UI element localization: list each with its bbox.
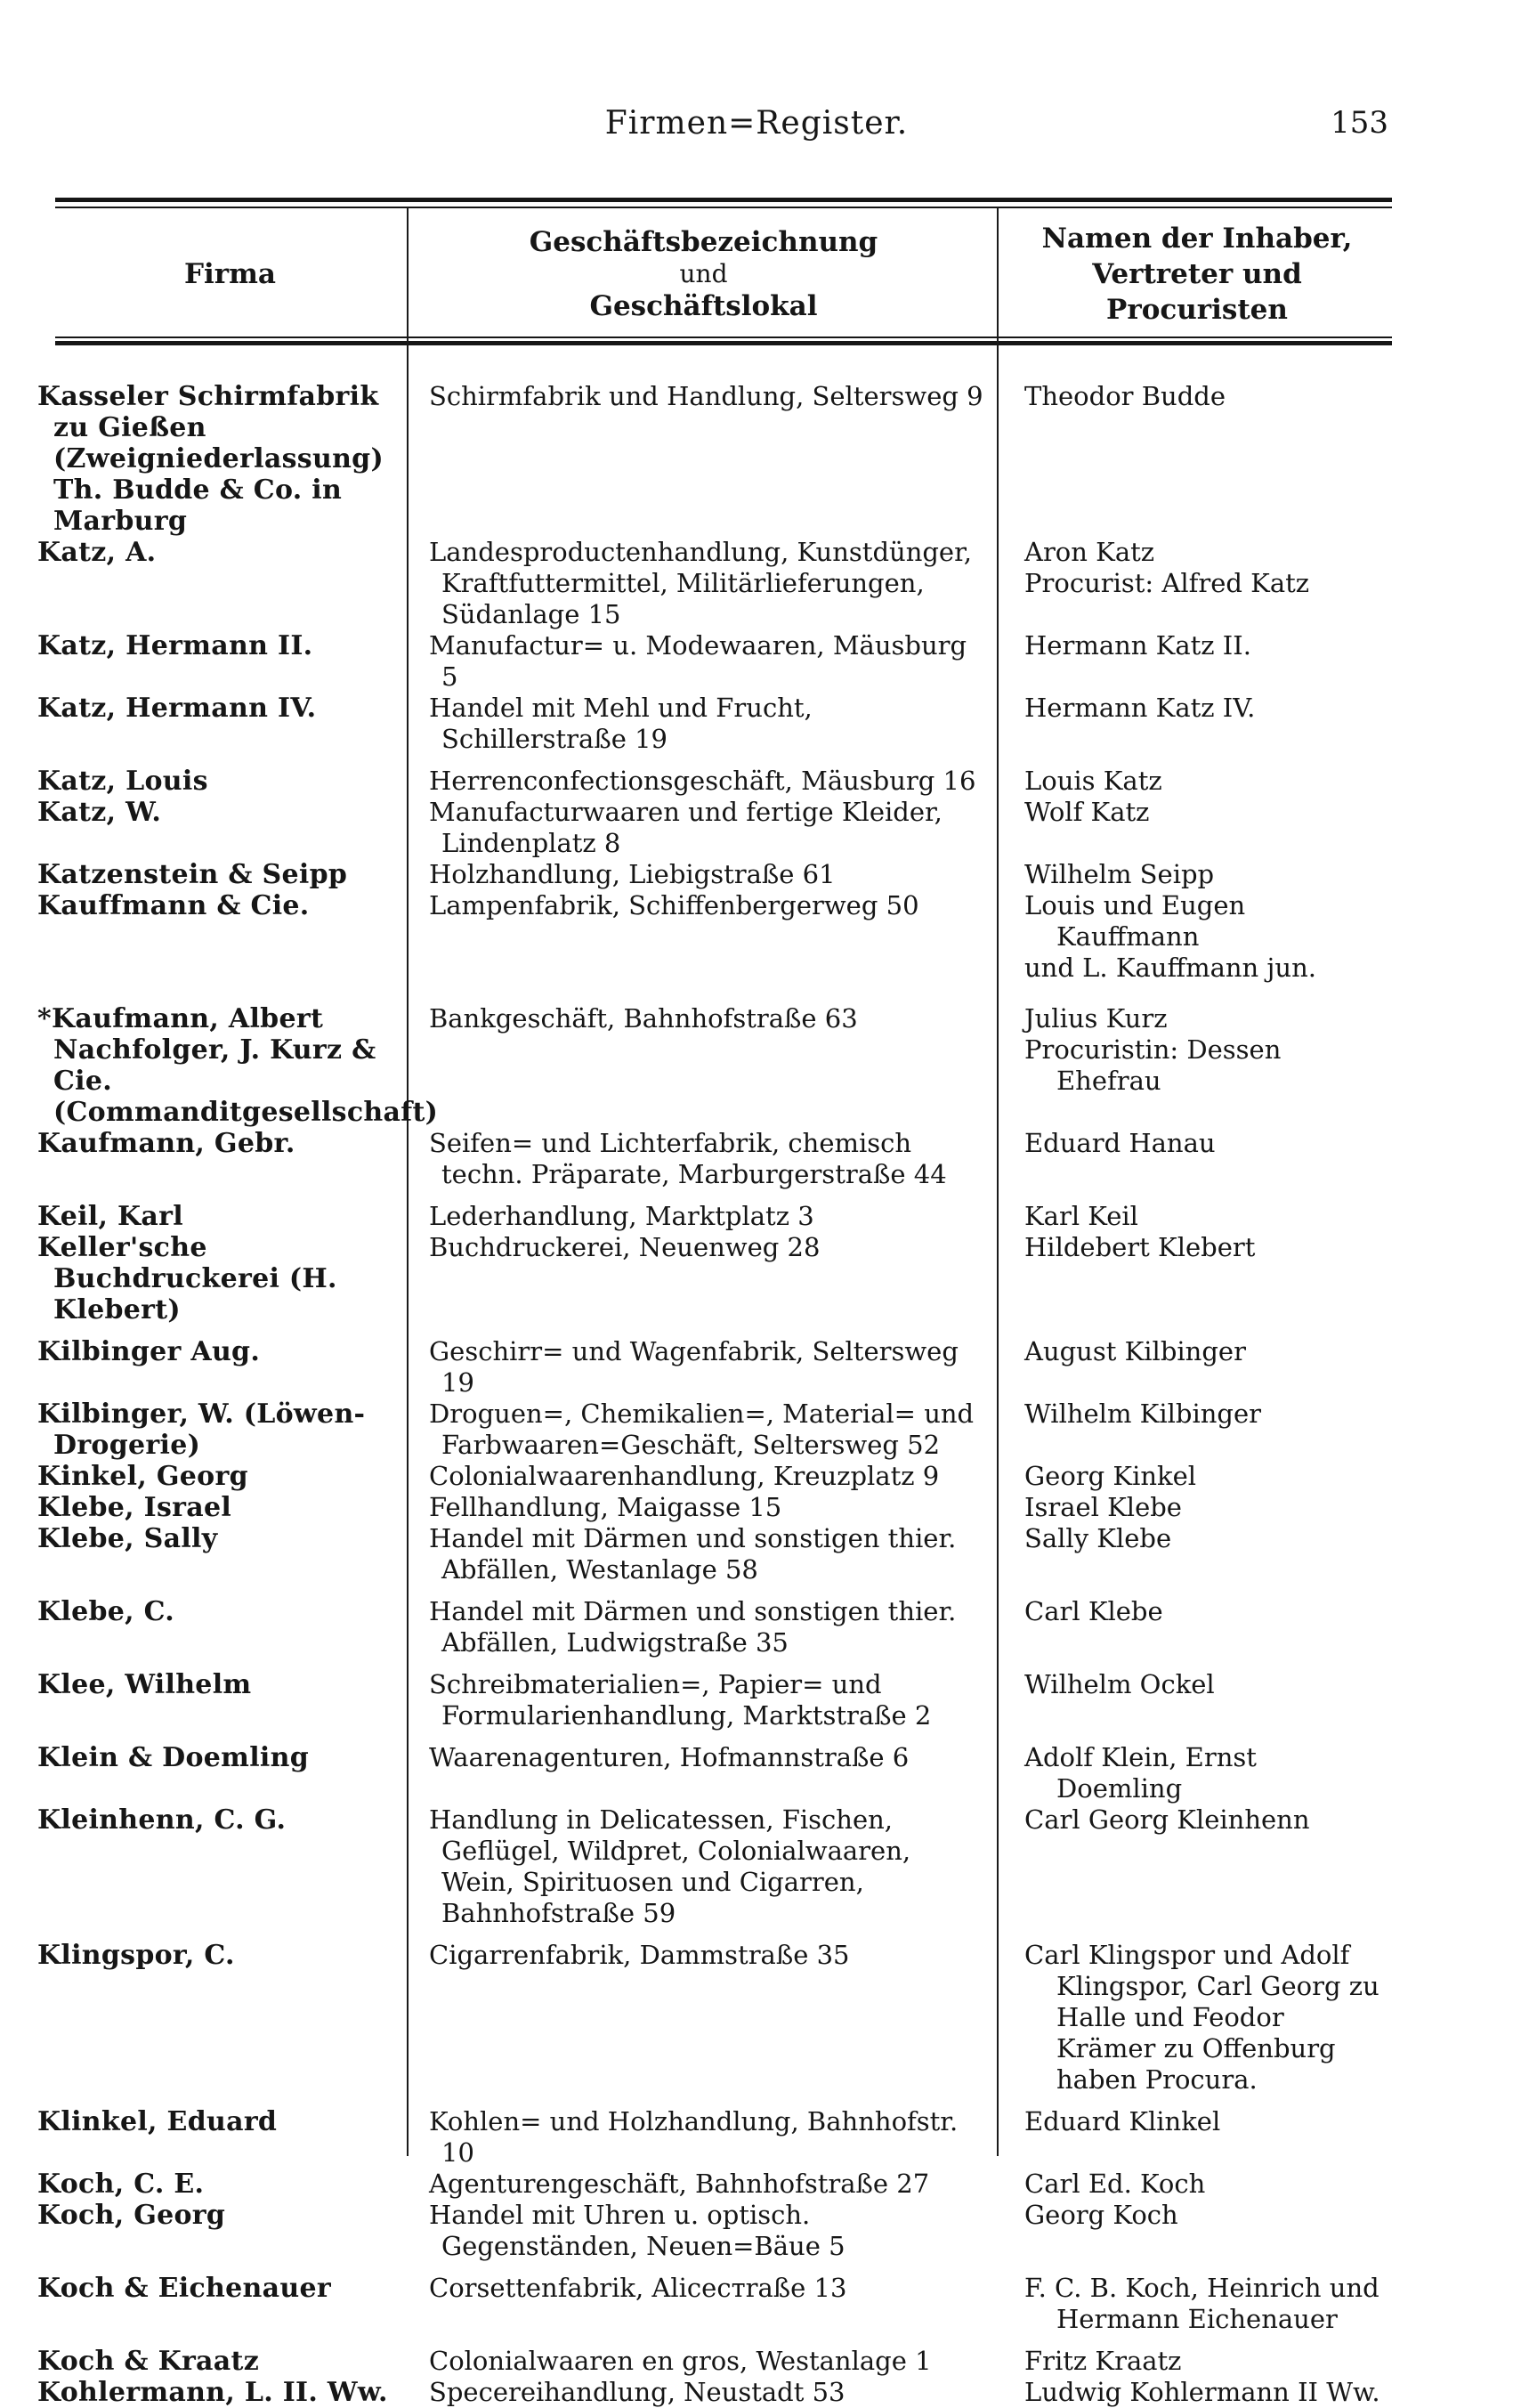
business-description: Herrenconfectionsgeschäft, Mäusburg 16 [429, 766, 976, 796]
owner-names [998, 381, 1392, 537]
owner-name-line: Sally Klebe [1024, 1523, 1172, 1553]
owner-name-line: Ludwig Kohlermann II Ww. [1024, 2377, 1380, 2407]
table-row [37, 2096, 1392, 2169]
business-description: Lederhandlung, Marktplatz 3 [429, 1201, 814, 1231]
owner-name-line: Georg Kinkel [1024, 1461, 1197, 1491]
owner-names [998, 859, 1392, 890]
business-description: Fellhandlung, Maigasse 15 [429, 1492, 782, 1522]
owner-name-line: Wolf Katz [1024, 797, 1150, 827]
firm-name: Koch & Eichenauer [37, 2273, 331, 2304]
owner-name-line: Karl Keil [1024, 1201, 1138, 1231]
firm-name: *Kaufmann, Albert Nachfolger, J. Kurz & Cie.(Commanditgesellschaft) [37, 1003, 439, 1128]
owner-names [998, 1929, 1392, 2096]
owner-name-line: Adolf Klein, Ernst Doemling [1024, 1742, 1257, 1804]
firm-name: Katzenstein & Seipp [37, 859, 348, 890]
owner-name-line: Carl Ed. Koch [1024, 2169, 1206, 2199]
firm-name: Klein & Doemling [37, 1742, 309, 1773]
owner-names [998, 890, 1392, 984]
owner-name-line: und L. Kauffmann jun. [1024, 953, 1316, 983]
table-row [37, 630, 1392, 693]
column-header-namen [1002, 212, 1392, 336]
table-row [37, 1492, 1392, 1523]
table-row [37, 984, 1392, 1128]
owner-names [998, 2169, 1392, 2200]
firm-name: Kleinhenn, C. G. [37, 1804, 287, 1836]
owner-names [998, 1492, 1392, 1523]
firm-name: Koch, Georg [37, 2200, 226, 2231]
table-row [37, 2335, 1392, 2377]
business-description: Buchdruckerei, Neuenweg 28 [429, 1232, 821, 1262]
owner-name-line: F. C. B. Koch, Heinrich und Hermann Eichenauer [1024, 2273, 1380, 2334]
firm-name: Koch, C. E. [37, 2169, 205, 2200]
owner-name-line: Carl Klebe [1024, 1596, 1163, 1626]
owner-name-line: Eduard Klinkel [1024, 2106, 1221, 2136]
firm-name: Kilbinger Aug. [37, 1336, 261, 1367]
business-description: Manufacturwaaren und fertige Kleider, Lindenplatz 8 [429, 797, 943, 858]
table-row [37, 755, 1392, 797]
table-row [37, 1731, 1392, 1804]
table-row [37, 797, 1392, 859]
owner-names [998, 797, 1392, 859]
owner-names [998, 537, 1392, 630]
business-description: Handel mit Mehl und Frucht, Schillerstraße 19 [429, 693, 813, 754]
header-bottom-rule-thin [55, 336, 1392, 338]
owner-names [998, 984, 1392, 1128]
header-top-rule [55, 198, 1392, 202]
owner-name-line: Israel Klebe [1024, 1492, 1182, 1522]
table-row [37, 2262, 1392, 2335]
owner-names [998, 1523, 1392, 1585]
business-description: Agenturengeschäft, Bahnhofstraße 27 [429, 2169, 930, 2199]
owner-name-line: Carl Klingspor und Adolf Klingspor, Carl Georg zu Halle und Feodor Krämer zu Offenburg haben Procura. [1024, 1940, 1380, 2095]
firm-name: Klebe, Israel [37, 1492, 232, 1523]
table-row [37, 2169, 1392, 2200]
firm-name: Kohlermann, L. II. Ww. [37, 2377, 388, 2408]
firm-name: Kilbinger, W. (Löwen-Drogerie) [37, 1399, 366, 1461]
owner-name-line: Wilhelm Ockel [1024, 1669, 1215, 1699]
owner-name-line: Theodor Budde [1024, 381, 1226, 411]
register-body [37, 381, 1392, 2408]
business-description: Handel mit Därmen und sonstigen thier. Abfällen, Westanlage 58 [429, 1523, 957, 1585]
column-header-geschaeft-line2: und [679, 259, 728, 288]
owner-name-line: August Kilbinger [1024, 1336, 1246, 1366]
table-row [37, 1461, 1392, 1492]
business-description: Colonialwaaren en gros, Westanlage 1 [429, 2346, 932, 2376]
business-description: Handlung in Delicatessen, Fischen, Geflügel, Wildpret, Colonialwaaren, Wein, Spirituosen und Cigarren, Bahnhofstraße 59 [429, 1804, 911, 1928]
firm-name: Katz, Hermann IV. [37, 693, 317, 724]
owner-names [998, 1232, 1392, 1326]
firm-name: Koch & Kraatz [37, 2346, 260, 2377]
owner-names [998, 1658, 1392, 1731]
table-row [37, 1399, 1392, 1461]
owner-name-line: Wilhelm Kilbinger [1024, 1399, 1261, 1429]
owner-name-line: Julius Kurz [1024, 1003, 1168, 1034]
business-description: Colonialwaarenhandlung, Kreuzplatz 9 [429, 1461, 940, 1491]
page-number: 153 [1331, 105, 1388, 141]
owner-names [998, 2200, 1392, 2262]
owner-name-line: Carl Georg Kleinhenn [1024, 1804, 1310, 1835]
owner-name-line: Louis Katz [1024, 766, 1162, 796]
business-description: Specereihandlung, Neustadt 53 [429, 2377, 846, 2407]
owner-names [998, 630, 1392, 693]
firm-register-table [37, 381, 1392, 2408]
owner-name-line: Fritz Kraatz [1024, 2346, 1182, 2376]
table-row [37, 2200, 1392, 2262]
business-description: Geschirr= und Wagenfabrik, Seltersweg 19 [429, 1336, 959, 1398]
firm-name: Keller'sche Buchdruckerei (H. Klebert) [37, 1232, 337, 1326]
owner-names [998, 1399, 1392, 1461]
owner-names [998, 2096, 1392, 2169]
column-header-firma-label: Firma [183, 258, 276, 290]
owner-name-line: Hermann Katz II. [1024, 630, 1251, 661]
table-row [37, 1658, 1392, 1731]
business-description: Schreibmaterialien=, Papier= und Formularienhandlung, Marktstraße 2 [429, 1669, 932, 1731]
table-row [37, 1232, 1392, 1326]
firm-name: Klebe, Sally [37, 1523, 218, 1554]
owner-names [998, 1128, 1392, 1190]
owner-name-line: Wilhelm Seipp [1024, 859, 1215, 889]
owner-name-line: Hildebert Klebert [1024, 1232, 1256, 1262]
owner-name-line: Hermann Katz IV. [1024, 693, 1256, 723]
owner-names [998, 693, 1392, 755]
owner-names [998, 2262, 1392, 2335]
table-row [37, 1128, 1392, 1190]
business-description: Schirmfabrik und Handlung, Seltersweg 9 [429, 381, 983, 411]
header-top-rule-thin [55, 207, 1392, 208]
table-row [37, 1585, 1392, 1658]
table-row [37, 537, 1392, 630]
business-description: Handel mit Därmen und sonstigen thier. Abfällen, Ludwigstraße 35 [429, 1596, 957, 1658]
column-header-geschaeft-line1: Geschäftsbezeichnung [529, 226, 878, 258]
business-description: Kohlen= und Holzhandlung, Bahnhofstr. 10 [429, 2106, 959, 2168]
owner-names [998, 1190, 1392, 1232]
column-header-namen-line1: Namen der Inhaber, [1041, 223, 1353, 255]
table-row [37, 890, 1392, 984]
firm-name: Katz, A. [37, 537, 157, 568]
owner-names [998, 1585, 1392, 1658]
owner-name-line: Aron Katz [1024, 537, 1155, 567]
owner-names [998, 1804, 1392, 1929]
running-title: Firmen=Register. [604, 105, 909, 142]
business-description: Bankgeschäft, Bahnhofstraße 63 [429, 1003, 858, 1034]
owner-name-line: Procuristin: Dessen Ehefrau [1024, 1034, 1282, 1096]
table-row [37, 693, 1392, 755]
column-header-geschaeft-line3: Geschäftslokal [589, 290, 818, 322]
table-row [37, 1804, 1392, 1929]
header-bottom-rule [55, 341, 1392, 345]
owner-names [998, 1731, 1392, 1804]
business-description: Manufactur= u. Modewaaren, Mäusburg 5 [429, 630, 967, 692]
firm-name: Kaufmann, Gebr. [37, 1128, 295, 1159]
firm-name: Kasseler Schirmfabrik zu Gießen (Zweigniederlassung) Th. Budde & Co. in Marburg [37, 381, 384, 537]
table-row [37, 1523, 1392, 1585]
firm-name: Klinkel, Eduard [37, 2106, 278, 2137]
owner-name-line: Eduard Hanau [1024, 1128, 1216, 1158]
table-row [37, 1929, 1392, 2096]
business-description: Landesproductenhandlung, Kunstdünger, Kraftfuttermittel, Militärlieferungen, Südanlage 15 [429, 537, 972, 629]
business-description: Seifen= und Lichterfabrik, chemisch techn. Präparate, Marburgerstraße 44 [429, 1128, 947, 1189]
owner-name-line: Georg Koch [1024, 2200, 1178, 2230]
column-header-geschaeft [410, 212, 997, 336]
business-description: Handel mit Uhren u. optisch. Gegenständen, Neuen=Bäue 5 [429, 2200, 846, 2261]
owner-names [998, 1326, 1392, 1399]
firm-name: Keil, Karl [37, 1201, 183, 1232]
table-row [37, 859, 1392, 890]
business-description: Waarenagenturen, Hofmannstraße 6 [429, 1742, 910, 1772]
column-header-firma [55, 212, 405, 336]
firm-name: Klebe, C. [37, 1596, 175, 1627]
table-row [37, 381, 1392, 537]
owner-names [998, 2377, 1392, 2408]
business-description: Holzhandlung, Liebigstraße 61 [429, 859, 836, 889]
firm-name: Katz, Hermann II. [37, 630, 313, 661]
business-description: Droguen=, Chemikalien=, Material= und Farbwaaren=Geschäft, Seltersweg 52 [429, 1399, 975, 1460]
firm-name: Kauffmann & Cie. [37, 890, 310, 921]
firm-name: Katz, Louis [37, 766, 208, 797]
firm-name: Klingspor, C. [37, 1940, 235, 1971]
business-description: Corsettenfabrik, Aliceстraße 13 [429, 2273, 847, 2303]
business-description: Cigarrenfabrik, Dammstraße 35 [429, 1940, 850, 1970]
table-row [37, 2377, 1392, 2408]
owner-name-line: Louis und Eugen Kauffmann [1024, 890, 1246, 952]
owner-names [998, 1461, 1392, 1492]
table-row [37, 1326, 1392, 1399]
business-description: Lampenfabrik, Schiffenbergerweg 50 [429, 890, 919, 920]
firm-name: Kinkel, Georg [37, 1461, 248, 1492]
owner-names [998, 755, 1392, 797]
table-row [37, 1190, 1392, 1232]
firm-name: Katz, W. [37, 797, 162, 828]
owner-name-line: Procurist: Alfred Katz [1024, 568, 1310, 598]
owner-names [998, 2335, 1392, 2377]
column-header-namen-line2: Vertreter und Procuristen [1092, 258, 1302, 326]
firm-name: Klee, Wilhelm [37, 1669, 252, 1700]
